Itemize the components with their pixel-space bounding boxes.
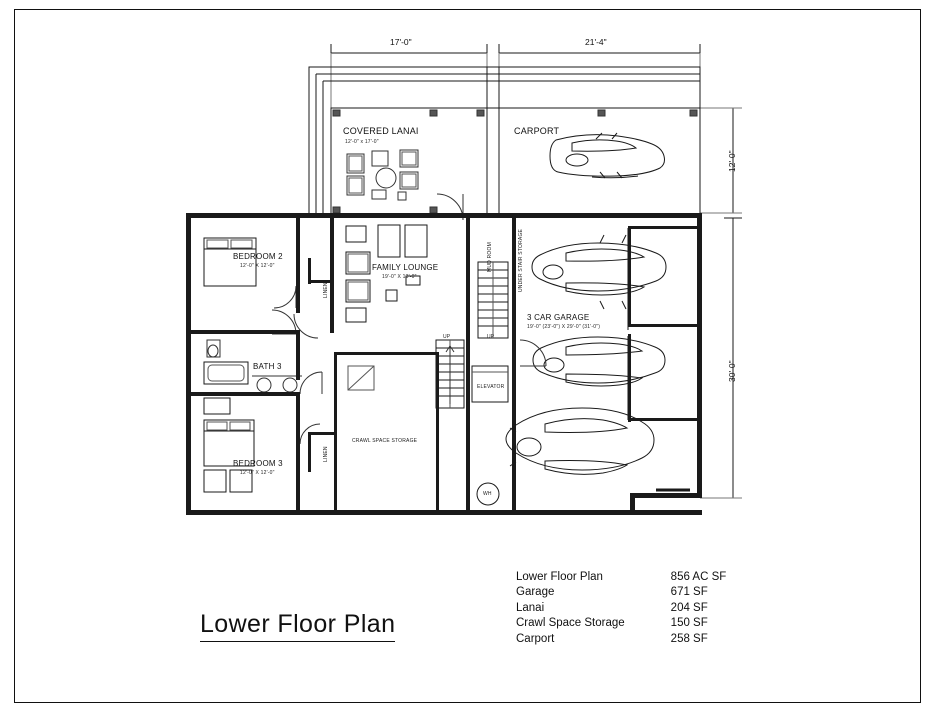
exterior-wall-right-step [630,493,635,515]
room-dim-3-car-garage: 19'-0" (23'-0") X 29'-0" (31'-0") [527,324,601,330]
room-label-linen-lower: LINEN [323,446,329,462]
area-value: 204 SF [670,601,708,614]
room-label-family-lounge: FAMILY LOUNGE [372,263,439,272]
room-label-covered-lanai: COVERED LANAI [343,126,419,136]
interior-wall-closet-bed2 [308,258,311,284]
interior-wall-garage-mid-stub [628,324,700,327]
dimension-right-upper: 12'-0" [727,150,737,172]
interior-wall-garage-divider-2 [628,334,631,422]
room-label-carport: CARPORT [514,126,560,136]
interior-wall-mudroom-right [512,213,516,343]
area-schedule-row [516,616,726,631]
interior-wall-linen-bed3 [310,432,334,435]
exterior-wall-bottom-right-step [630,493,702,498]
interior-wall-bath-bottom [186,392,300,396]
interior-wall-bed2-right [296,213,300,313]
room-label-bedroom-2: BEDROOM 2 [233,252,283,261]
room-label-3-car-garage: 3 CAR GARAGE [527,313,590,322]
interior-wall-mudroom-left [466,213,470,343]
page-title: Lower Floor Plan [200,610,395,642]
interior-wall-garage-top-stub [628,226,700,229]
room-label-crawl-space-storage: CRAWL SPACE STORAGE [352,438,418,444]
room-dim-bedroom-3: 12'-0" X 12'-0" [240,470,275,476]
area-label: Carport [516,632,555,645]
area-schedule-row [516,632,726,647]
interior-wall-elevator-right [466,340,470,515]
interior-wall-bath-top [186,330,300,334]
area-schedule-row [516,585,726,600]
dimension-top-left: 17'-0" [390,37,412,47]
room-label-bath-3: BATH 3 [253,362,282,371]
label-water-heater: WH [483,491,492,497]
interior-wall-closet-bed3 [308,432,311,472]
dimension-top-right: 21'-4" [585,37,607,47]
room-label-mud-room: MUD ROOM [487,242,493,272]
stair-label-up-1: UP [443,334,451,340]
area-schedule [516,570,726,647]
interior-wall-crawl-left [334,352,337,512]
interior-wall-garage-low-stub [628,418,700,421]
room-label-bedroom-3: BEDROOM 3 [233,459,283,468]
room-label-elevator: ELEVATOR [477,384,505,390]
area-label: Lanai [516,601,545,614]
exterior-wall-bottom [186,510,702,515]
stair-label-up-2: UP [487,334,495,340]
room-label-linen-upper: LINEN [323,282,329,298]
interior-wall-crawl-right [436,352,439,512]
exterior-wall-right-upper [697,213,702,498]
area-schedule-row [516,570,726,585]
interior-wall-garage-left [512,340,516,515]
area-value: 856 AC SF [670,571,727,583]
interior-wall-hall-vert [296,330,300,380]
area-label: Crawl Space Storage [516,617,625,630]
dimension-right-lower: 30'-0" [727,360,737,382]
interior-wall-crawl-top [334,352,438,355]
area-schedule-row [516,601,726,616]
room-label-under-stair-storage: UNDER STAIR STORAGE [518,228,524,292]
interior-wall-lounge-left [330,213,334,333]
room-dim-family-lounge: 19'-0" X 13'-0" [382,274,417,280]
area-value: 258 SF [670,632,708,645]
room-dim-bedroom-2: 12'-0" X 12'-0" [240,263,275,269]
room-dim-covered-lanai: 12'-0" x 17'-0" [345,139,379,145]
interior-wall-bed3-right [296,396,300,515]
exterior-wall-top [186,213,702,218]
interior-wall-garage-divider [628,226,631,326]
exterior-wall-left [186,213,191,515]
area-label: Garage [516,586,555,599]
area-label: Lower Floor Plan [516,571,603,583]
area-value: 150 SF [670,617,708,630]
area-value: 671 SF [670,586,708,599]
